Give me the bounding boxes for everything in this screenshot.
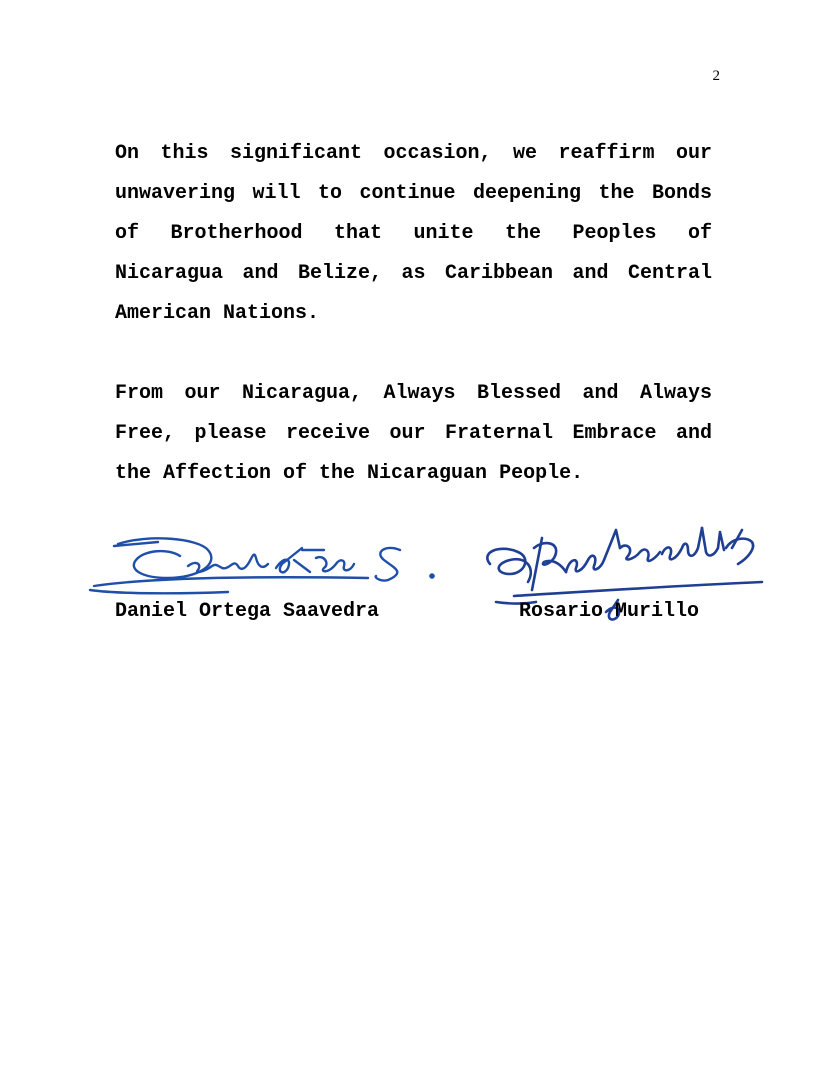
paragraph-reaffirm: On this significant occasion, we reaffirm our unwavering will to continue deepening the Bonds of Brotherhood that unite the Peoples of Nicaragua and Belize, as Caribbean and Central American Nations. [115, 142, 712, 325]
paragraph-embrace: From our Nicaragua, Always Blessed and Always Free, please receive our Fraternal Embrace and the Affection of the Nicaraguan People. [115, 382, 712, 485]
page-number: 2 [712, 68, 720, 84]
signer-name-left: Daniel Ortega Saavedra [115, 600, 380, 623]
signer-name-right: Rosario Murillo [519, 600, 700, 623]
signature-daniel-ortega [88, 520, 448, 600]
